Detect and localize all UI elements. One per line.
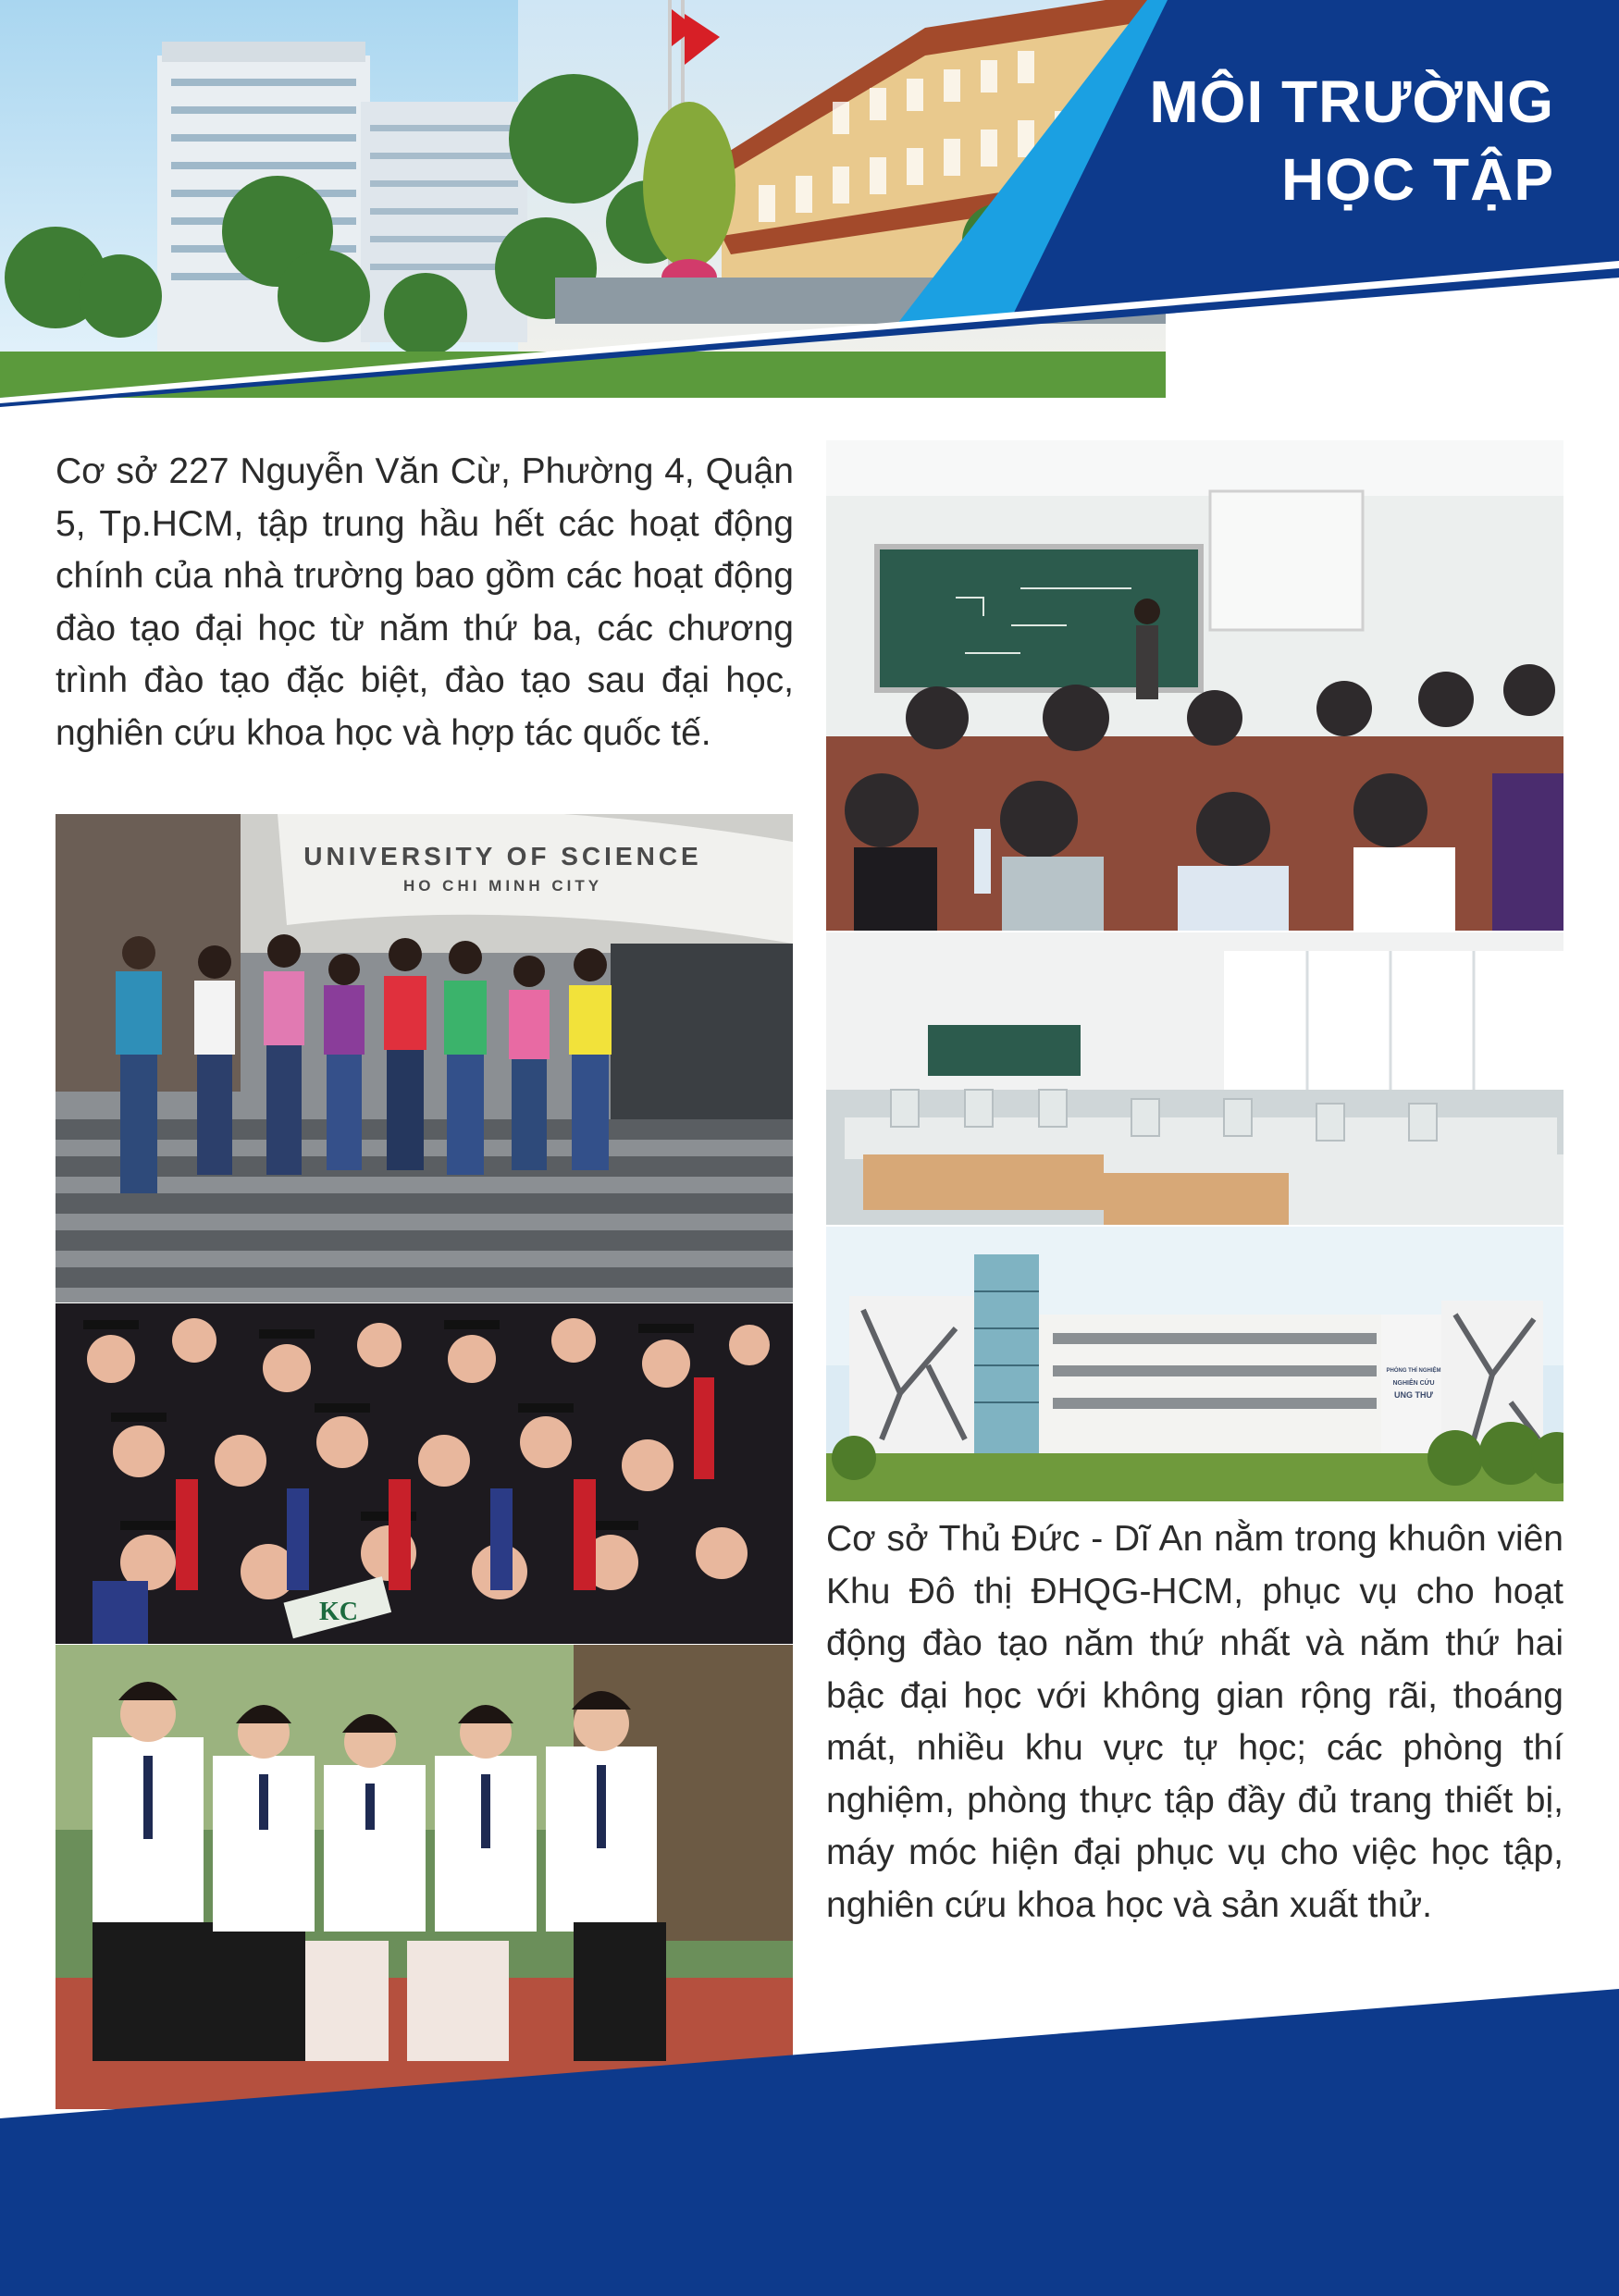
entrance-sign-line-1: UNIVERSITY OF SCIENCE	[303, 842, 702, 870]
lab-building-sign-line-2: NGHIÊN CỨU	[1392, 1380, 1435, 1387]
lab-building-sign-line-3: UNG THƯ	[1394, 1390, 1433, 1400]
photo-graduation-group	[56, 1303, 793, 1644]
photo-lab-building	[826, 1227, 1563, 1501]
graduation-banner-text: KC	[319, 1598, 358, 1626]
photo-classroom	[826, 440, 1563, 931]
entrance-sign-line-2: HO CHI MINH CITY	[402, 877, 603, 895]
campus-thuduc-description: Cơ sở Thủ Đức - Dĩ An nằm trong khuôn viên Khu Đô thị ĐHQG-HCM, phục vụ cho hoạt động đào tạo năm thứ nhất và năm thứ hai bậc đại học với không gian rộng rãi, thoáng mát, nhiều khu vực tự học; các phòng thí nghiệm, phòng thực tập đầy đủ trang thiết bị, máy móc hiện đại phục vụ cho việc học tập, nghiên cứu khoa học và sản xuất thử.	[826, 1519, 1563, 1925]
lab-building-sign	[1385, 1365, 1442, 1401]
page-title-line-1: MÔI TRƯỜNG	[1149, 68, 1554, 135]
footer-band	[0, 1943, 1619, 2296]
page-title-line-2: HỌC TẬP	[1281, 146, 1554, 213]
campus-nvc-description: Cơ sở 227 Nguyễn Văn Cừ, Phường 4, Quận 5, Tp.HCM, tập trung hầu hết các hoạt động chính của nhà trường bao gồm các hoạt động đào tạo đại học từ năm thứ ba, các chương trình đào tạo đặc biệt, đào tạo sau đại học, nghiên cứu khoa học và hợp tác quốc tế.	[56, 451, 794, 753]
page-title	[1073, 63, 1554, 218]
lab-building-sign-line-1: PHÒNG THÍ NGHIỆM	[1386, 1368, 1441, 1374]
photo-laboratory	[826, 932, 1563, 1225]
photo-students-entrance	[56, 814, 793, 1302]
